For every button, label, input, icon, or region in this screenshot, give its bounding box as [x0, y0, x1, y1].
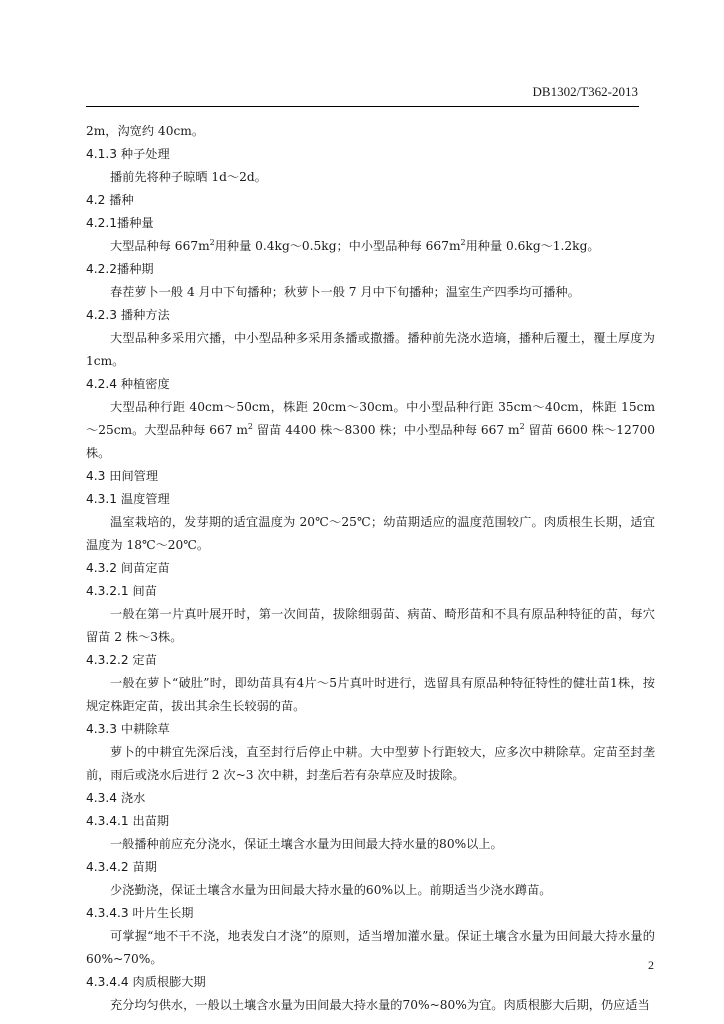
paragraph: 一般播种前应充分浇水，保证土壤含水量为田间最大持水量的80%以上。: [110, 837, 503, 851]
section-heading: 4.3.4.3 叶片生长期: [86, 906, 194, 920]
text-run: 大型品种每 667m: [110, 239, 210, 253]
paragraph: 少浇勤浇，保证土壤含水量为田间最大持水量的60%以上。前期适当少浇水蹲苗。: [110, 883, 552, 897]
section-heading: 4.3.2 间苗定苗: [86, 561, 170, 575]
paragraph: 可掌握“地不干不浇，地表发白才浇”的原则，适当增加灌水量。保证土壤含水量为田间最大持水量的60%~70%。: [86, 929, 655, 966]
paragraph: [86, 396, 655, 465]
section-heading: 4.3.4.2 苗期: [86, 860, 157, 874]
section-heading: 4.2.1播种量: [86, 216, 154, 230]
section-heading: 4.3.1 温度管理: [86, 492, 170, 506]
text-run: 用种量 0.4kg～0.5kg；中小型品种每 667m: [214, 239, 461, 253]
text-run: 大型品种行距 40cm～50cm，株距 20cm～30cm。中小型品种行距 35cm～40cm，株距 15cm～25cm。大型品种每 667 m: [86, 400, 655, 437]
section-heading: 4.3.2.1 间苗: [86, 584, 157, 598]
section-heading: 4.2.4 种植密度: [86, 377, 170, 391]
section-heading: 4.2 播种: [86, 193, 134, 207]
superscript: 2: [247, 421, 254, 431]
document-code: DB1302/T362-2013: [532, 84, 638, 99]
paragraph: 春茬萝卜一般 4 月中下旬播种；秋萝卜一般 7 月中下旬播种；温室生产四季均可播种。: [110, 285, 580, 299]
paragraph: 一般在萝卜“破肚”时，即幼苗具有4片～5片真叶时进行，选留具有原品种特征特性的健壮苗1株，按规定株距定苗，拔出其余生长较弱的苗。: [86, 676, 655, 713]
section-heading: 4.3.3 中耕除草: [86, 722, 170, 736]
section-heading: 4.3 田间管理: [86, 469, 159, 483]
paragraph: 充分均匀供水，一般以土壤含水量为田间最大持水量的70%~80%为宜。肉质根膨大后期，仍应适当: [110, 998, 650, 1012]
section-heading: 4.3.4.4 肉质根膨大期: [86, 975, 206, 989]
superscript: 2: [209, 237, 215, 247]
paragraph: [86, 235, 655, 258]
document-body: [86, 120, 655, 1017]
text-run: 留苗 4400 株～8300 株；中小型品种每 667 m: [253, 423, 520, 437]
section-heading: 4.2.3 播种方法: [86, 308, 170, 322]
section-heading: 4.1.3 种子处理: [86, 147, 170, 161]
paragraph: 播前先将种子晾晒 1d～2d。: [110, 170, 267, 184]
text-run: 留苗 6600 株～12700 株。: [86, 423, 655, 460]
paragraph: 2m，沟宽约 40cm。: [86, 124, 205, 138]
section-heading: 4.2.2播种期: [86, 262, 154, 276]
header-rule: [86, 106, 639, 107]
section-heading: 4.3.4 浇水: [86, 791, 146, 805]
superscript: 2: [460, 237, 466, 247]
text-run: 用种量 0.6kg～1.2kg。: [465, 239, 600, 253]
section-heading: 4.3.4.1 出苗期: [86, 814, 170, 828]
paragraph: 温室栽培的，发芽期的适宜温度为 20℃～25℃；幼苗期适应的温度范围较广。肉质根生长期，适宜温度为 18℃～20℃。: [86, 515, 655, 552]
superscript: 2: [519, 421, 525, 431]
section-heading: 4.3.2.2 定苗: [86, 653, 157, 667]
paragraph: 大型品种多采用穴播，中小型品种多采用条播或撒播。播种前先浇水造墒，播种后覆土，覆土厚度为 1cm。: [86, 331, 655, 368]
paragraph: 萝卜的中耕宜先深后浅，直至封行后停止中耕。大中型萝卜行距较大，应多次中耕除草。定苗至封垄前，雨后或浇水后进行 2 次~3 次中耕，封垄后若有杂草应及时拔除。: [86, 745, 655, 782]
paragraph: 一般在第一片真叶展开时，第一次间苗，拔除细弱苗、病苗、畸形苗和不具有原品种特征的苗，每穴留苗 2 株～3株。: [86, 607, 655, 644]
page-number: 2: [648, 958, 654, 972]
